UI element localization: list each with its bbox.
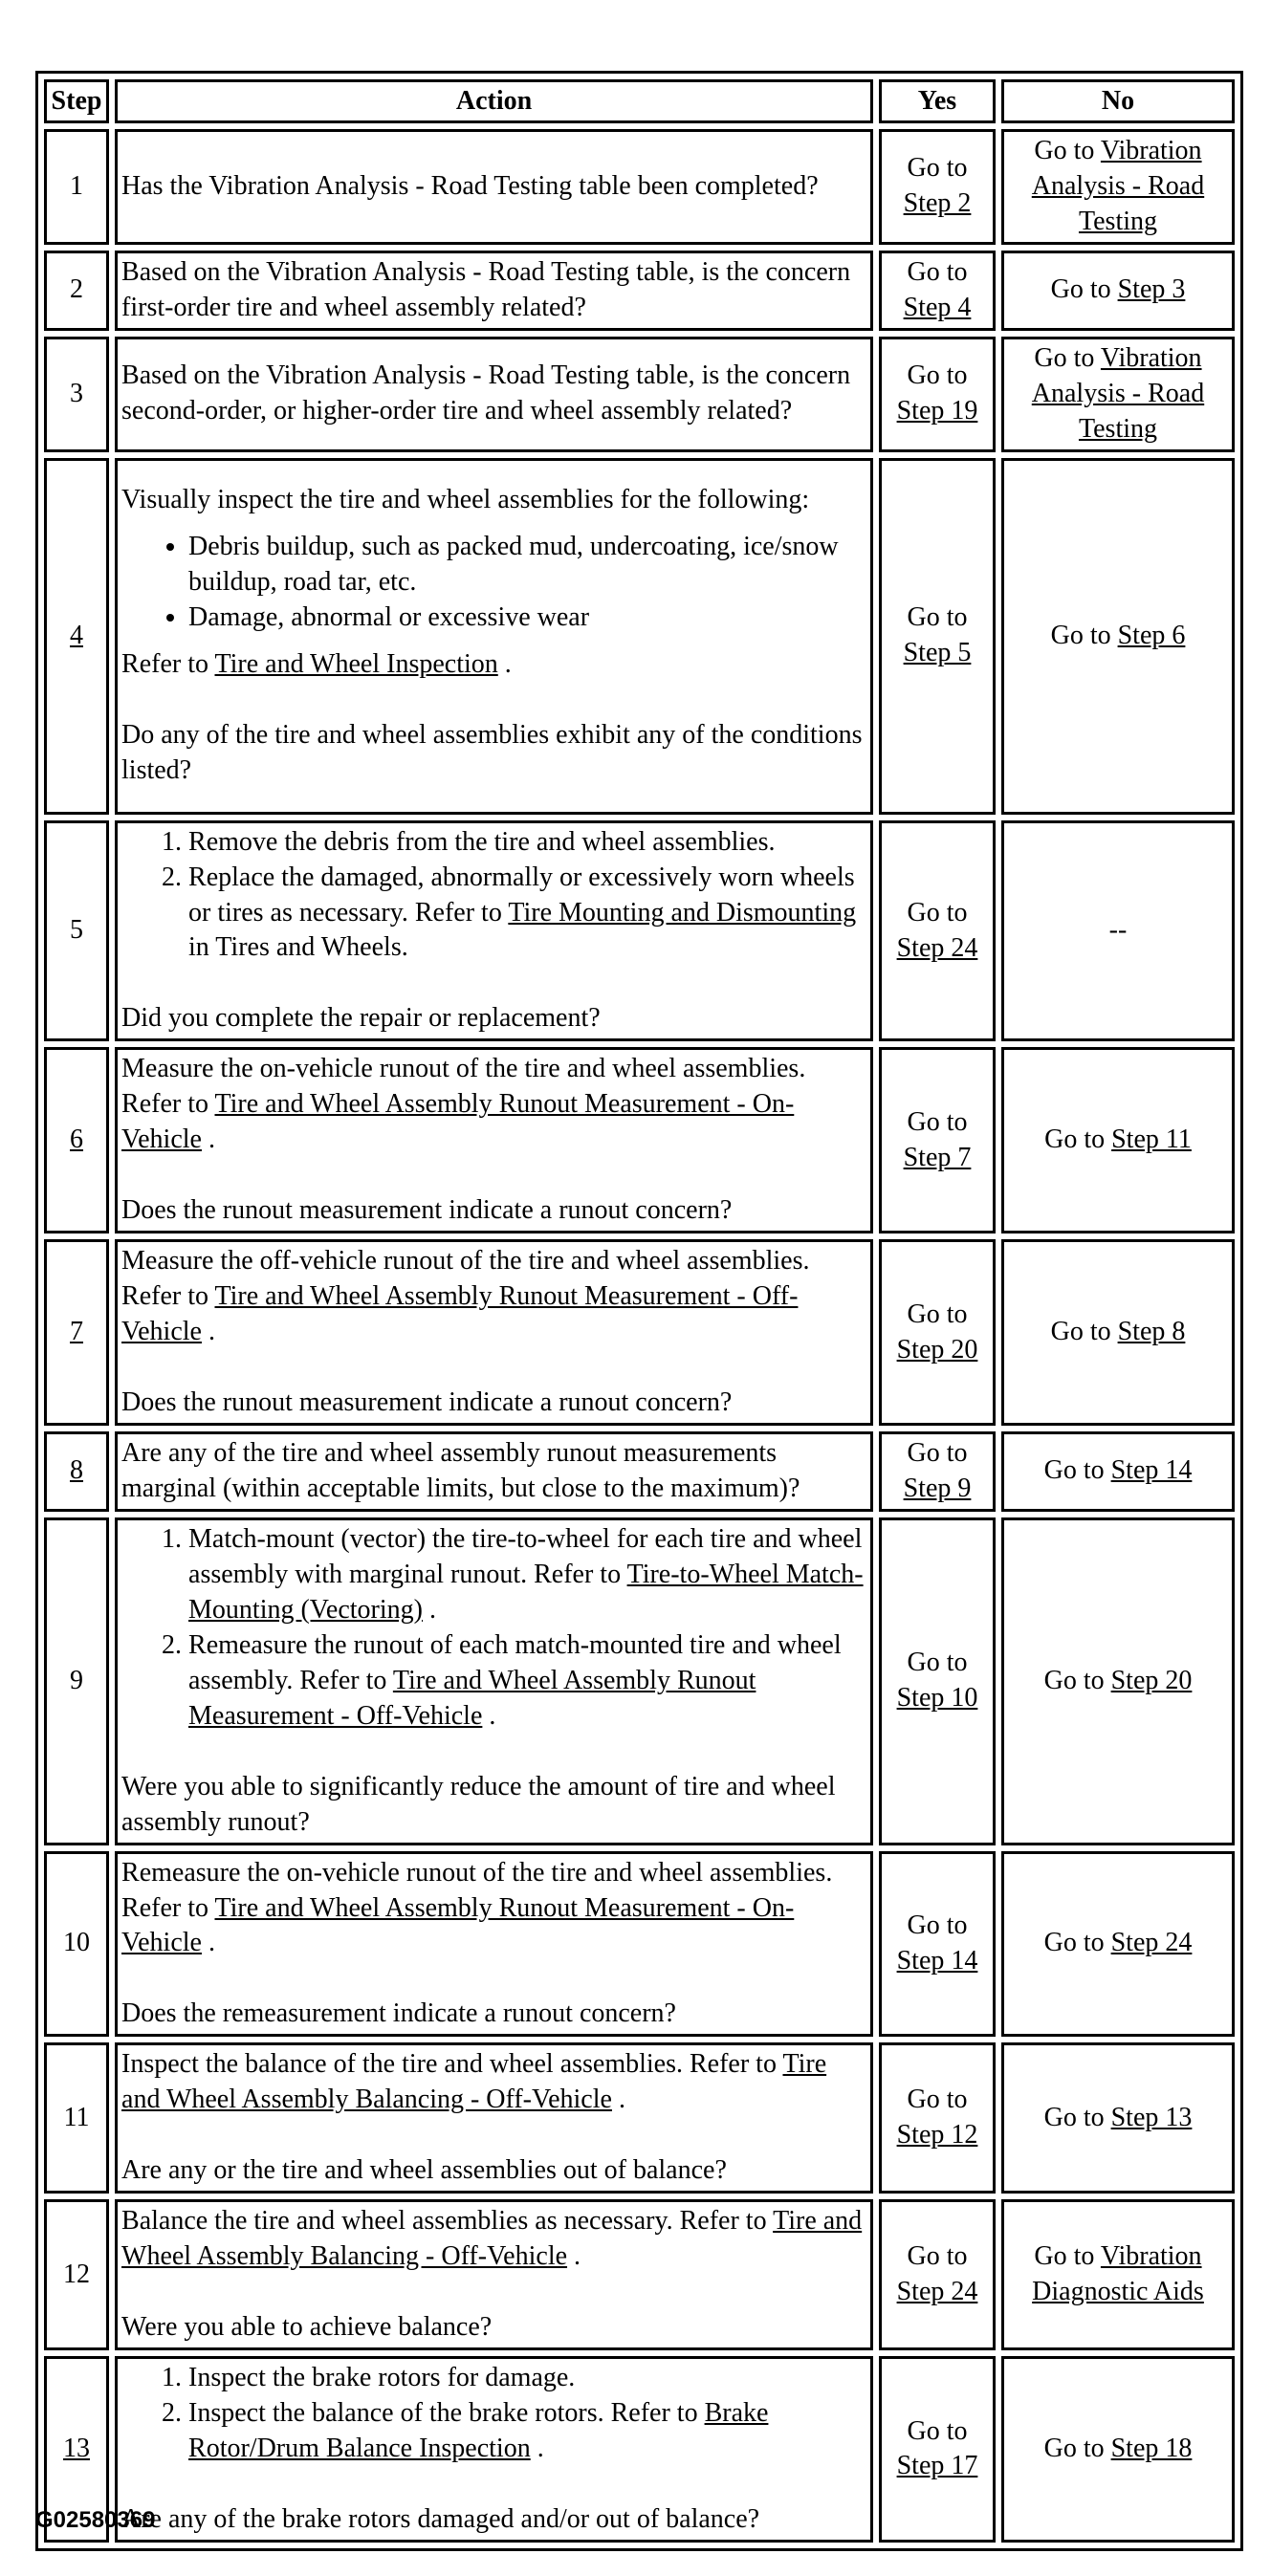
procedure-link[interactable]: Tire and Wheel Assembly Runout Measurement - Off-Vehicle: [188, 1665, 756, 1731]
step-link[interactable]: Step 12: [896, 2120, 978, 2150]
list-item: [188, 1628, 866, 1735]
procedure-list: [121, 1522, 866, 1735]
step-number-link[interactable]: 13: [63, 2434, 90, 2463]
refer-text: Refer to: [121, 649, 208, 680]
goto-text: Go to: [1034, 342, 1095, 373]
action-question: Are any or the tire and wheel assemblies out of balance?: [121, 2155, 727, 2186]
item-text: .: [428, 1594, 436, 1625]
step-link[interactable]: Step 9: [903, 1473, 972, 1503]
no-cell: [1001, 129, 1235, 245]
procedure-link[interactable]: Tire and Wheel Assembly Runout Measurement - On-Vehicle: [121, 1089, 795, 1155]
yes-cell: [879, 337, 996, 452]
step-link[interactable]: Step 5: [903, 638, 972, 668]
goto-text: Go to: [907, 153, 968, 184]
item-text: in Tires and Wheels.: [188, 932, 408, 963]
step-link[interactable]: Step 17: [896, 2451, 978, 2481]
procedure-list: [121, 825, 866, 967]
step-number: [44, 458, 109, 815]
list-item: 1. Remove the debris from the tire and wheel assemblies.: [188, 825, 866, 861]
diagnostic-table: [35, 71, 1243, 2551]
goto-text: Go to: [1043, 1665, 1105, 1695]
step-number: 5: [44, 820, 109, 1042]
refer-line: [121, 1856, 866, 1962]
step-link[interactable]: Step 7: [903, 1142, 972, 1172]
no-cell: [1001, 251, 1235, 331]
procedure-link[interactable]: Tire and Wheel Assembly Runout Measurement - On-Vehicle: [121, 1892, 795, 1958]
goto-text: Go to: [907, 1299, 968, 1329]
procedure-link[interactable]: Vibration Analysis - Road Testing: [1031, 136, 1205, 236]
table-row: [44, 1047, 1235, 1233]
table-row: [44, 1851, 1235, 2038]
step-link[interactable]: Step 10: [896, 1683, 978, 1714]
yes-cell: [879, 1851, 996, 2038]
goto-text: Go to: [907, 2241, 968, 2272]
goto-text: Go to: [907, 2085, 968, 2115]
no-cell: [1001, 2356, 1235, 2543]
table-header-row: [44, 79, 1235, 123]
yes-cell: [879, 2199, 996, 2350]
item-text: .: [208, 1928, 215, 1958]
header-yes: Yes: [879, 79, 996, 123]
table-row: [44, 820, 1235, 1042]
action-text: [115, 2042, 873, 2194]
action-text: [115, 1239, 873, 1426]
procedure-link[interactable]: Vibration Diagnostic Aids: [1032, 2241, 1204, 2307]
goto-text: Go to: [907, 1648, 968, 1678]
action-text: [115, 1851, 873, 2038]
no-cell: [1001, 337, 1235, 452]
item-text: .: [208, 1317, 215, 1347]
list-item: 1. Inspect the brake rotors for damage.: [188, 2361, 866, 2396]
refer-line: [121, 1244, 866, 1350]
list-item: • Debris buildup, such as packed mud, undercoating, ice/snow buildup, road tar, etc.: [188, 530, 866, 600]
goto-text: Go to: [907, 602, 968, 633]
table-row: [44, 2356, 1235, 2543]
header-no: No: [1001, 79, 1235, 123]
action-text: Has the Vibration Analysis - Road Testing table been completed?: [115, 129, 873, 245]
yes-cell: [879, 458, 996, 815]
procedure-list: [121, 2361, 866, 2467]
step-link[interactable]: Step 14: [1110, 1455, 1193, 1486]
goto-text: Go to: [1043, 2102, 1105, 2132]
no-cell: [1001, 2042, 1235, 2194]
no-cell: [1001, 458, 1235, 815]
item-text: Measure the on-vehicle runout of the tire and wheel assemblies. Refer to: [121, 1054, 806, 1120]
item-text: .: [208, 1124, 215, 1155]
action-text: Based on the Vibration Analysis - Road Testing table, is the concern second-order, or higher-order tire and wheel assembly related?: [115, 337, 873, 452]
action-question: Does the runout measurement indicate a runout concern?: [121, 1195, 733, 1226]
step-link[interactable]: Step 20: [1110, 1665, 1193, 1695]
action-question: Were you able to significantly reduce the amount of tire and wheel assembly runout?: [121, 1771, 836, 1837]
goto-text: Go to: [907, 256, 968, 287]
step-link[interactable]: Step 8: [1117, 1317, 1186, 1347]
procedure-link[interactable]: Tire and Wheel Assembly Balancing - Off-Vehicle: [121, 2206, 863, 2272]
goto-text: Go to: [1034, 136, 1095, 165]
action-text: Based on the Vibration Analysis - Road Testing table, is the concern first-order tire and wheel assembly related?: [115, 251, 873, 331]
step-number: [44, 1431, 109, 1512]
yes-cell: [879, 1431, 996, 1512]
list-item: [188, 1522, 866, 1628]
step-link[interactable]: Step 3: [1117, 274, 1186, 305]
refer-line: [121, 2047, 866, 2118]
refer-line: [121, 647, 866, 683]
procedure-link[interactable]: Tire-to-Wheel Match-Mounting (Vectoring): [188, 1559, 864, 1625]
item-text: Remeasure the runout of each match-mounted tire and wheel assembly. Refer to: [188, 1629, 842, 1695]
action-question: Are any of the brake rotors damaged and/or out of balance?: [121, 2503, 760, 2534]
action-intro: Visually inspect the tire and wheel assemblies for the following:: [121, 485, 810, 515]
action-question: Did you complete the repair or replacement?: [121, 1003, 601, 1034]
step-link[interactable]: Step 13: [1110, 2102, 1193, 2132]
step-number: 3: [44, 337, 109, 452]
procedure-link[interactable]: Brake Rotor/Drum Balance Inspection: [188, 2398, 769, 2463]
header-step: Step: [44, 79, 109, 123]
step-link[interactable]: Step 19: [896, 396, 978, 426]
procedure-link[interactable]: Tire Mounting and Dismounting: [508, 897, 857, 928]
action-text: Are any of the tire and wheel assembly runout measurements marginal (within acceptable limits, but close to the maximum)?: [115, 1431, 873, 1512]
step-number: 9: [44, 1517, 109, 1845]
step-link[interactable]: Step 2: [903, 188, 972, 219]
goto-text: Go to: [907, 897, 968, 928]
yes-cell: [879, 2356, 996, 2543]
item-text: Balance the tire and wheel assemblies as necessary. Refer to: [121, 2206, 767, 2237]
procedure-link[interactable]: Tire and Wheel Inspection: [214, 649, 498, 680]
item-text: Remeasure the on-vehicle runout of the tire and wheel assemblies. Refer to: [121, 1857, 833, 1923]
table-row: [44, 458, 1235, 815]
yes-cell: [879, 1047, 996, 1233]
action-text: [115, 820, 873, 1042]
table-row: [44, 1239, 1235, 1426]
step-number-link[interactable]: 8: [70, 1455, 83, 1486]
step-number: 2: [44, 251, 109, 331]
step-number: 12: [44, 2199, 109, 2350]
no-cell: [1001, 1047, 1235, 1233]
refer-text: .: [504, 649, 512, 680]
action-question: Were you able to achieve balance?: [121, 2312, 493, 2343]
goto-text: Go to: [907, 1438, 968, 1469]
header-action: Action: [115, 79, 873, 123]
yes-cell: [879, 251, 996, 331]
step-number: 1: [44, 129, 109, 245]
table-row: [44, 251, 1235, 331]
goto-text: Go to: [1043, 1928, 1105, 1958]
table-row: [44, 1517, 1235, 1845]
action-text: [115, 1047, 873, 1233]
item-text: .: [618, 2085, 625, 2115]
yes-cell: [879, 129, 996, 245]
no-cell: [1001, 1851, 1235, 2038]
table-row: [44, 129, 1235, 245]
goto-text: Go to: [1043, 1455, 1105, 1486]
step-link[interactable]: Step 20: [896, 1334, 978, 1364]
refer-line: [121, 2204, 866, 2275]
procedure-link[interactable]: Tire and Wheel Assembly Balancing - Off-Vehicle: [121, 2049, 827, 2115]
step-link[interactable]: Step 14: [896, 1945, 978, 1976]
step-number: 11: [44, 2042, 109, 2194]
item-text: Measure the off-vehicle runout of the tire and wheel assemblies. Refer to: [121, 1246, 810, 1312]
yes-cell: [879, 2042, 996, 2194]
table-row: [44, 1431, 1235, 1512]
action-question: Does the runout measurement indicate a runout concern?: [121, 1387, 733, 1418]
goto-text: Go to: [1050, 274, 1111, 305]
no-cell: --: [1001, 820, 1235, 1042]
figure-id: G02580369: [35, 2507, 156, 2533]
step-link[interactable]: Step 18: [1110, 2434, 1193, 2463]
item-text: Inspect the balance of the tire and wheel assemblies. Refer to: [121, 2049, 777, 2080]
yes-cell: [879, 1517, 996, 1845]
item-text: Replace the damaged, abnormally or excessively worn wheels or tires as necessary. Refer to: [188, 862, 855, 928]
goto-text: Go to: [1043, 2434, 1105, 2463]
condition-list: [121, 530, 866, 636]
step-link[interactable]: Step 24: [896, 932, 978, 963]
step-link[interactable]: Step 6: [1117, 620, 1186, 650]
goto-text: Go to: [907, 2415, 968, 2446]
goto-text: Go to: [1050, 1317, 1111, 1347]
yes-cell: [879, 820, 996, 1042]
no-cell: [1001, 1517, 1235, 1845]
yes-cell: [879, 1239, 996, 1426]
goto-text: Go to: [1034, 2241, 1095, 2272]
item-text: Inspect the balance of the brake rotors. Refer to: [188, 2398, 698, 2429]
item-text: .: [574, 2241, 581, 2272]
action-text: [115, 2356, 873, 2543]
goto-text: Go to: [1050, 620, 1111, 650]
list-item: • Damage, abnormal or excessive wear: [188, 600, 866, 636]
goto-text: Go to: [907, 360, 968, 391]
step-number-link[interactable]: 4: [70, 620, 83, 650]
step-number: [44, 1047, 109, 1233]
action-text: [115, 1517, 873, 1845]
step-number: [44, 1239, 109, 1426]
table-row: [44, 2042, 1235, 2194]
no-cell: [1001, 1239, 1235, 1426]
item-text: .: [489, 1700, 496, 1731]
list-item: [188, 2396, 866, 2467]
procedure-link[interactable]: Tire and Wheel Assembly Runout Measurement - Off-Vehicle: [121, 1281, 799, 1347]
step-number-link[interactable]: 7: [70, 1317, 83, 1347]
goto-text: Go to: [907, 1910, 968, 1940]
refer-line: [121, 1052, 866, 1158]
step-number: 10: [44, 1851, 109, 2038]
table-row: [44, 2199, 1235, 2350]
step-number-link[interactable]: 6: [70, 1124, 83, 1155]
step-link[interactable]: Step 24: [896, 2277, 978, 2307]
action-question: Does the remeasurement indicate a runout concern?: [121, 1998, 676, 2029]
table-row: [44, 337, 1235, 452]
step-link[interactable]: Step 24: [1110, 1928, 1193, 1958]
no-cell: [1001, 1431, 1235, 1512]
step-link[interactable]: Step 11: [1111, 1124, 1192, 1155]
goto-text: Go to: [907, 1106, 968, 1137]
action-text: [115, 458, 873, 815]
action-text: [115, 2199, 873, 2350]
action-question: Do any of the tire and wheel assemblies exhibit any of the conditions listed?: [121, 720, 863, 785]
item-text: Match-mount (vector) the tire-to-wheel for each tire and wheel assembly with marginal runout. Refer to: [188, 1523, 863, 1589]
list-item: [188, 861, 866, 967]
step-link[interactable]: Step 4: [903, 292, 972, 322]
procedure-link[interactable]: Vibration Analysis - Road Testing: [1031, 342, 1205, 444]
goto-text: Go to: [1044, 1124, 1106, 1155]
no-cell: [1001, 2199, 1235, 2350]
item-text: .: [537, 2433, 544, 2463]
